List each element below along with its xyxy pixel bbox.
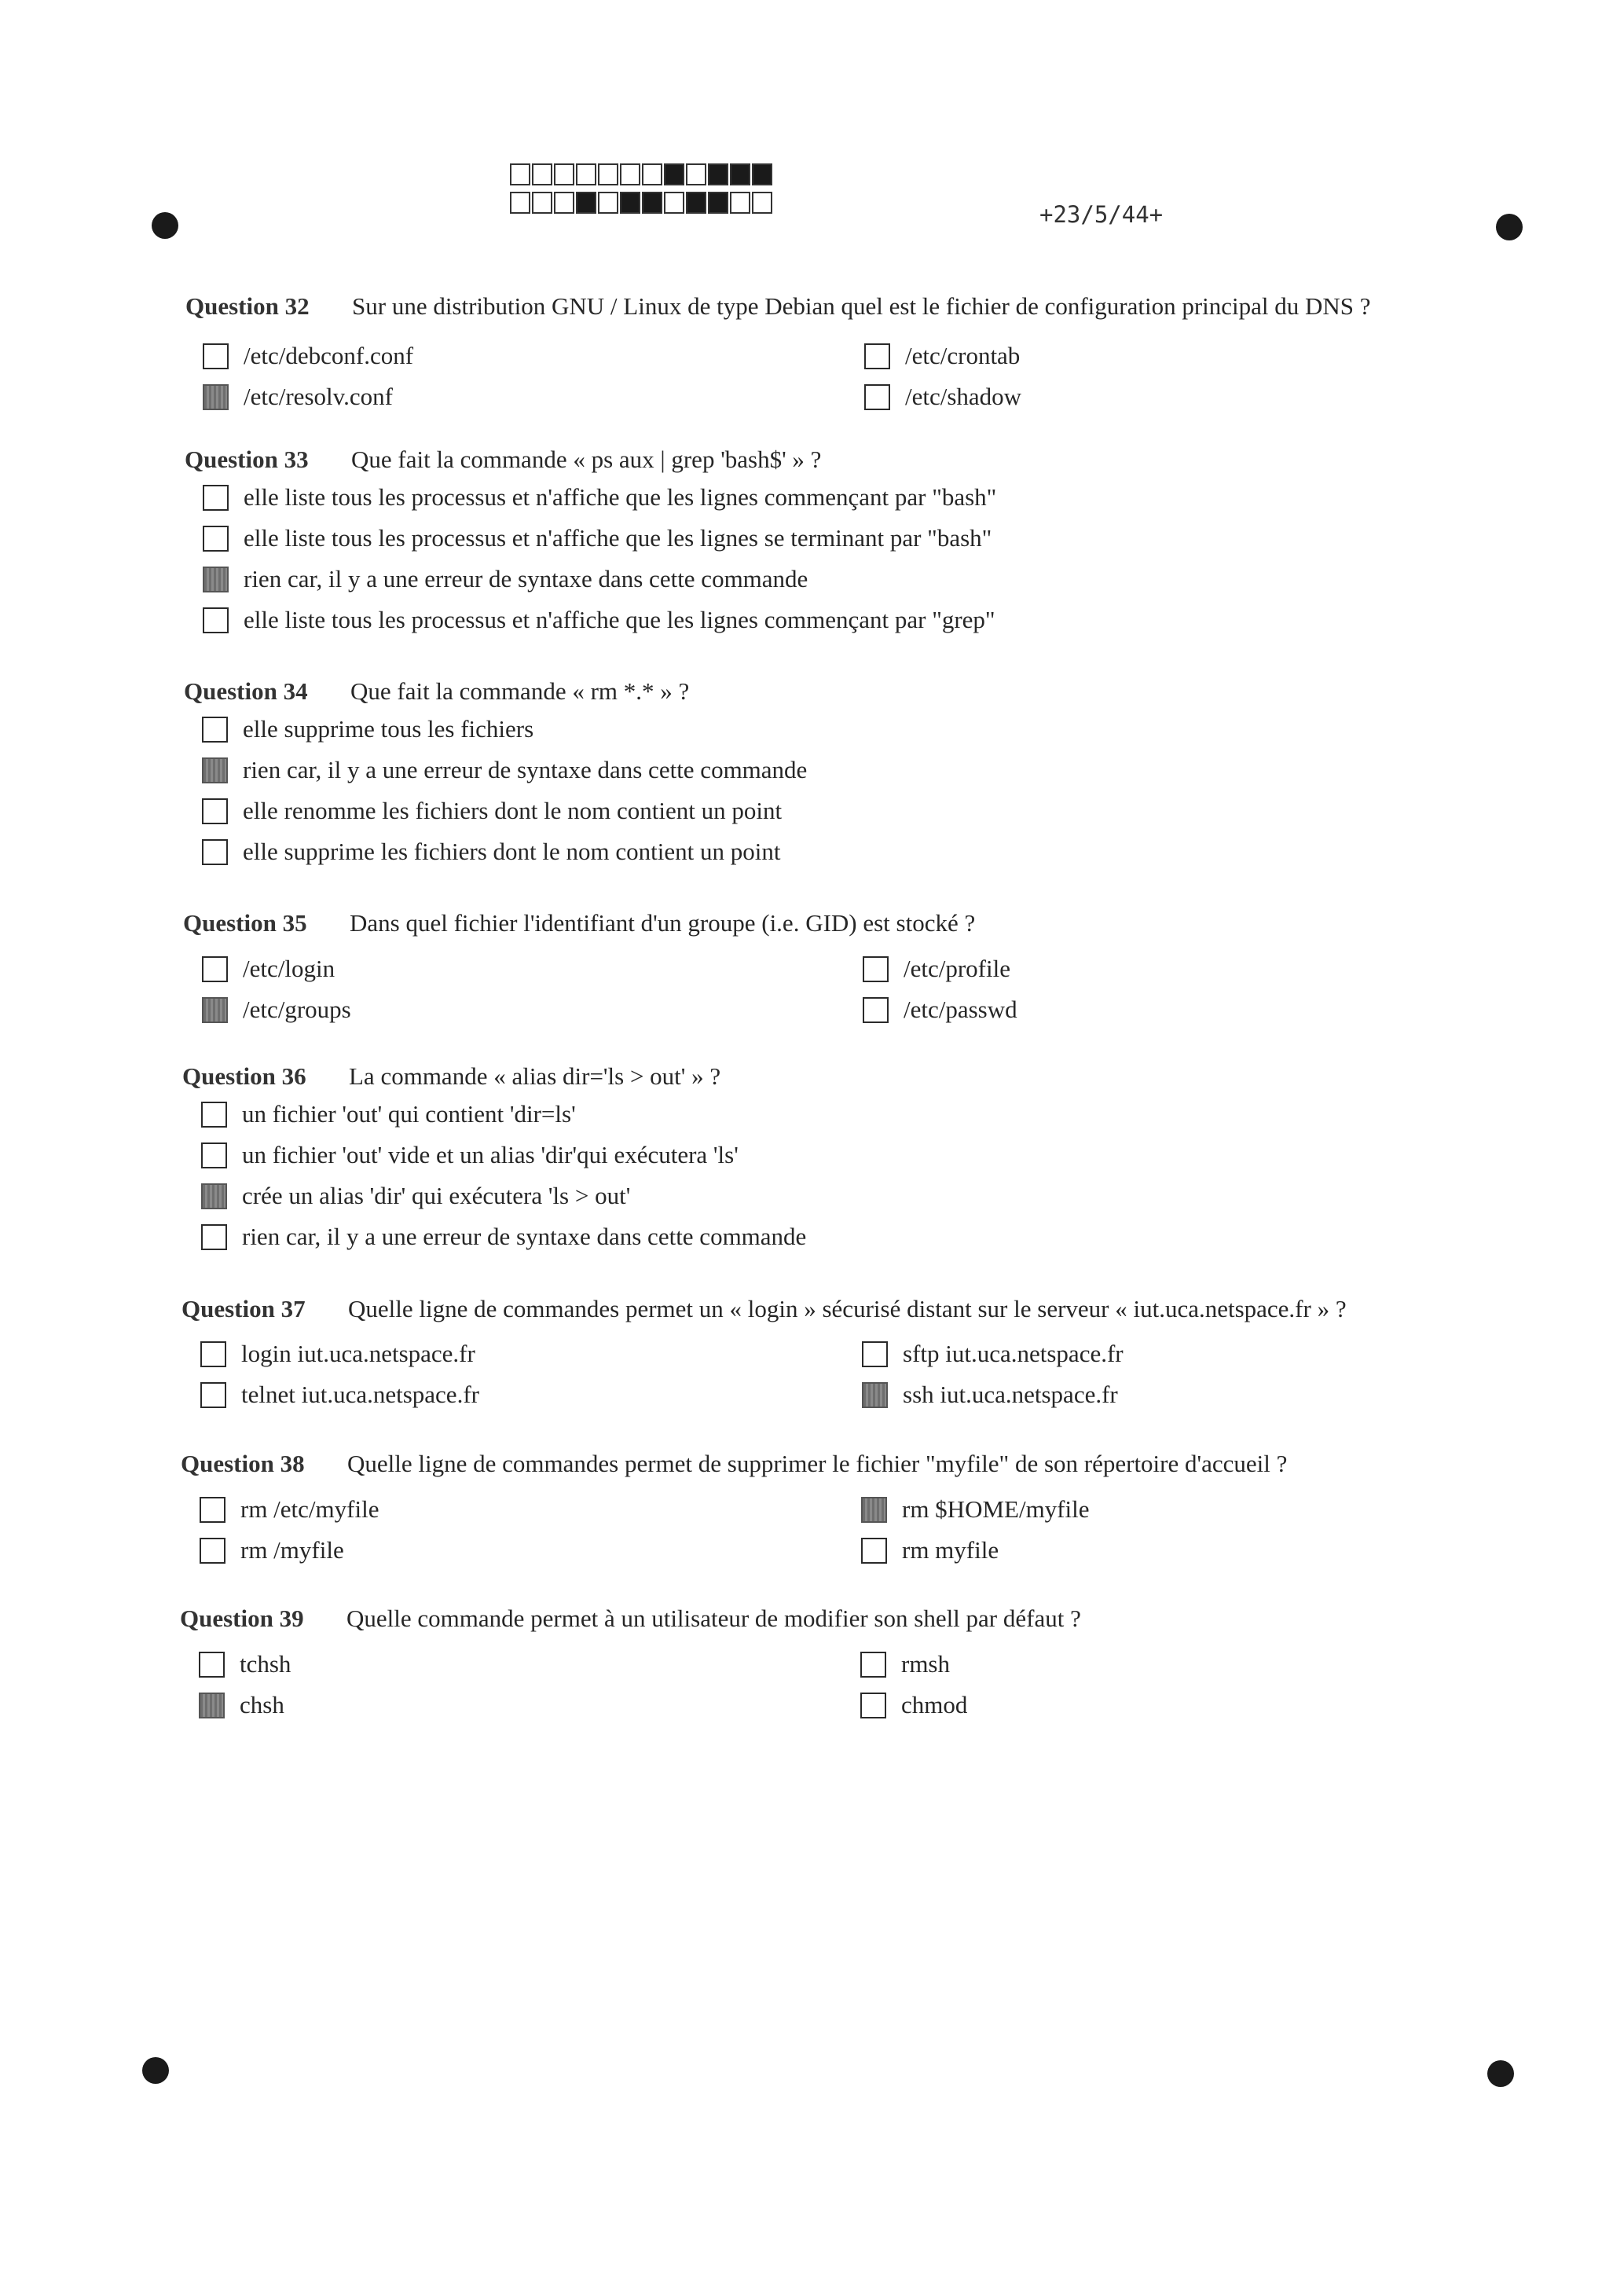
answer-option[interactable]	[202, 838, 780, 866]
barcode-cell	[576, 163, 596, 185]
question-text: Que fait la commande « ps aux | grep 'bash$' » ?	[351, 446, 822, 473]
question-number: Question 38	[181, 1450, 305, 1477]
barcode-cell	[730, 163, 750, 185]
answer-label: rm myfile	[902, 1536, 999, 1564]
checkbox[interactable]	[861, 1538, 887, 1564]
answer-option[interactable]	[863, 955, 1010, 983]
question-number: Question 32	[185, 292, 310, 320]
question-number: Question 36	[182, 1062, 306, 1090]
checkbox[interactable]	[864, 343, 890, 369]
registration-mark-top-left	[152, 212, 178, 239]
question-number: Question 37	[181, 1295, 306, 1322]
checkbox[interactable]	[203, 526, 229, 552]
answer-label: ssh iut.uca.netspace.fr	[903, 1381, 1118, 1408]
answer-option[interactable]	[199, 1691, 284, 1719]
question-number: Question 39	[180, 1605, 304, 1632]
barcode-cell	[510, 163, 530, 185]
answer-option[interactable]	[203, 342, 413, 370]
answer-label: elle liste tous les processus et n'affiche que les lignes commençant par "grep"	[244, 606, 995, 633]
barcode-cell	[752, 192, 772, 214]
barcode-cell	[598, 163, 618, 185]
answer-label: /etc/debconf.conf	[244, 342, 414, 369]
checkbox[interactable]	[200, 1497, 225, 1523]
checkbox[interactable]	[200, 1341, 226, 1367]
answer-label: elle supprime les fichiers dont le nom contient un point	[243, 838, 781, 865]
checkbox[interactable]	[860, 1693, 886, 1718]
question-text: Dans quel fichier l'identifiant d'un groupe (i.e. GID) est stocké ?	[350, 909, 976, 937]
answer-option[interactable]	[200, 1536, 344, 1564]
answer-label: chmod	[901, 1691, 968, 1718]
barcode-cell	[686, 163, 706, 185]
barcode-cell	[708, 163, 728, 185]
answer-option[interactable]	[201, 1182, 630, 1210]
answer-label: login iut.uca.netspace.fr	[241, 1340, 475, 1367]
barcode-cell	[576, 192, 596, 214]
page-id: +23/5/44+	[1039, 201, 1164, 228]
checkbox[interactable]	[202, 717, 228, 743]
checkbox[interactable]	[864, 384, 890, 410]
answer-option[interactable]	[201, 1100, 576, 1128]
checkbox[interactable]	[860, 1652, 886, 1678]
answer-label: /etc/profile	[904, 955, 1010, 982]
barcode-cell	[752, 163, 772, 185]
barcode-row-1	[510, 163, 774, 187]
question-text: Que fait la commande « rm *.* » ?	[350, 677, 690, 705]
checkbox[interactable]	[201, 1224, 227, 1250]
checkbox-checked[interactable]	[201, 1183, 227, 1209]
barcode-cell	[642, 163, 662, 185]
answer-label: rien car, il y a une erreur de syntaxe dans cette commande	[243, 756, 808, 783]
answer-label: elle supprime tous les fichiers	[243, 715, 534, 743]
answer-label: crée un alias 'dir' qui exécutera 'ls > out'	[242, 1182, 631, 1209]
answer-label: rm /etc/myfile	[240, 1495, 379, 1523]
barcode-cell	[620, 163, 640, 185]
answer-label: rien car, il y a une erreur de syntaxe dans cette commande	[244, 565, 808, 592]
answer-option[interactable]	[203, 524, 992, 552]
answer-option[interactable]	[862, 1340, 1124, 1368]
checkbox[interactable]	[201, 1142, 227, 1168]
answer-label: telnet iut.uca.netspace.fr	[241, 1381, 479, 1408]
answer-label: /etc/passwd	[904, 996, 1017, 1023]
checkbox[interactable]	[863, 997, 889, 1023]
checkbox[interactable]	[200, 1382, 226, 1408]
barcode-cell	[554, 192, 574, 214]
question-number: Question 34	[184, 677, 308, 705]
answer-label: chsh	[240, 1691, 284, 1718]
answer-option[interactable]	[199, 1650, 291, 1678]
answer-option[interactable]	[860, 1650, 950, 1678]
registration-mark-bottom-left	[142, 2057, 169, 2084]
answer-label: rm /myfile	[240, 1536, 344, 1564]
question-text: Quelle commande permet à un utilisateur de modifier son shell par défaut ?	[346, 1605, 1081, 1632]
barcode-cell	[510, 192, 530, 214]
barcode-cell	[642, 192, 662, 214]
answer-option[interactable]	[202, 715, 533, 743]
answer-option[interactable]	[863, 996, 1017, 1024]
answer-label: elle liste tous les processus et n'affiche que les lignes se terminant par "bash"	[244, 524, 992, 552]
checkbox[interactable]	[203, 343, 229, 369]
answer-option[interactable]	[203, 606, 995, 634]
barcode-cell	[532, 163, 552, 185]
barcode-cell	[620, 192, 640, 214]
checkbox-checked[interactable]	[202, 997, 228, 1023]
checkbox[interactable]	[202, 798, 228, 824]
checkbox[interactable]	[863, 956, 889, 982]
answer-option[interactable]	[200, 1495, 379, 1524]
answer-option[interactable]	[203, 383, 393, 411]
answer-label: /etc/crontab	[905, 342, 1021, 369]
checkbox[interactable]	[203, 485, 229, 511]
barcode-cell	[730, 192, 750, 214]
checkbox[interactable]	[862, 1341, 888, 1367]
barcode-cell	[686, 192, 706, 214]
question-text: Sur une distribution GNU / Linux de type Debian quel est le fichier de configuration principal du DNS ?	[352, 292, 1371, 320]
barcode-row-2	[510, 192, 774, 215]
answer-option[interactable]	[200, 1381, 479, 1409]
question-number: Question 33	[185, 446, 309, 473]
checkbox-checked[interactable]	[861, 1497, 887, 1523]
checkbox[interactable]	[199, 1652, 225, 1678]
answer-option[interactable]	[202, 756, 807, 784]
question-number: Question 35	[183, 909, 307, 937]
checkbox-checked[interactable]	[203, 384, 229, 410]
answer-option[interactable]	[860, 1691, 967, 1719]
answer-option[interactable]	[861, 1495, 1090, 1524]
checkbox-checked[interactable]	[202, 757, 228, 783]
barcode-cell	[554, 163, 574, 185]
answer-label: rm $HOME/myfile	[902, 1495, 1090, 1523]
answer-option[interactable]	[862, 1381, 1118, 1409]
checkbox-checked[interactable]	[862, 1382, 888, 1408]
answer-label: elle renomme les fichiers dont le nom contient un point	[243, 797, 783, 824]
answer-option[interactable]	[861, 1536, 999, 1564]
answer-option[interactable]	[202, 955, 335, 983]
checkbox-checked[interactable]	[199, 1693, 225, 1718]
barcode	[510, 163, 774, 220]
answer-label: un fichier 'out' vide et un alias 'dir'qui exécutera 'ls'	[242, 1141, 739, 1168]
answer-label: rmsh	[901, 1650, 950, 1678]
answer-option[interactable]	[203, 483, 996, 512]
answer-label: tchsh	[240, 1650, 291, 1678]
checkbox[interactable]	[202, 839, 228, 865]
question-text: La commande « alias dir='ls > out' » ?	[349, 1062, 721, 1090]
answer-option[interactable]	[201, 1223, 806, 1251]
registration-mark-top-right	[1496, 214, 1523, 240]
answer-option[interactable]	[864, 342, 1020, 370]
checkbox[interactable]	[203, 607, 229, 633]
answer-option[interactable]	[201, 1141, 739, 1169]
answer-label: elle liste tous les processus et n'affiche que les lignes commençant par "bash"	[244, 483, 997, 511]
answer-option[interactable]	[202, 797, 782, 825]
question-text: Quelle ligne de commandes permet de supprimer le fichier "myfile" de son répertoire d'accueil ?	[347, 1450, 1288, 1477]
barcode-cell	[708, 192, 728, 214]
answer-option[interactable]	[202, 996, 351, 1024]
answer-label: rien car, il y a une erreur de syntaxe dans cette commande	[242, 1223, 807, 1250]
answer-option[interactable]	[203, 565, 808, 593]
answer-label: /etc/groups	[243, 996, 351, 1023]
barcode-cell	[532, 192, 552, 214]
answer-option[interactable]	[200, 1340, 475, 1368]
checkbox[interactable]	[201, 1102, 227, 1128]
checkbox[interactable]	[200, 1538, 225, 1564]
barcode-cell	[664, 192, 684, 214]
barcode-cell	[664, 163, 684, 185]
question-text: Quelle ligne de commandes permet un « login » sécurisé distant sur le serveur « iut.uca.netspace.fr » ?	[348, 1295, 1347, 1322]
registration-mark-bottom-right	[1487, 2060, 1514, 2087]
checkbox[interactable]	[202, 956, 228, 982]
answer-label: un fichier 'out' qui contient 'dir=ls'	[242, 1100, 576, 1128]
answer-option[interactable]	[864, 383, 1021, 411]
answer-label: sftp iut.uca.netspace.fr	[903, 1340, 1124, 1367]
barcode-cell	[598, 192, 618, 214]
answer-label: /etc/login	[243, 955, 335, 982]
answer-label: /etc/shadow	[905, 383, 1022, 410]
checkbox-checked[interactable]	[203, 567, 229, 592]
answer-label: /etc/resolv.conf	[244, 383, 393, 410]
